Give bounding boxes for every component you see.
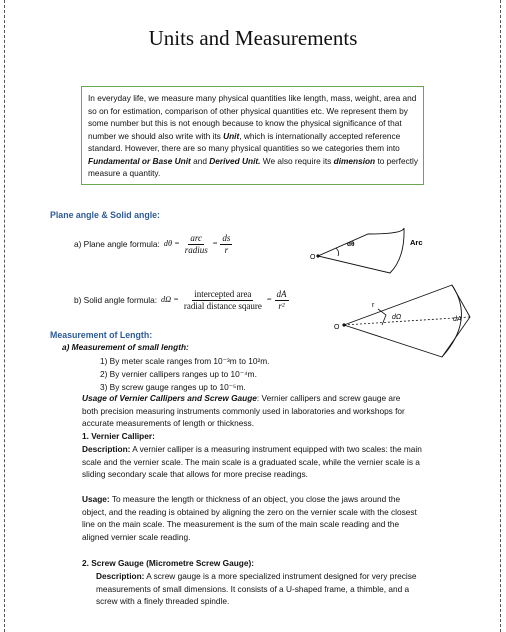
solid-angle-fraction-1 — [182, 289, 264, 312]
intro-fundamental: Fundamental or Base Unit — [88, 155, 191, 166]
usage-text: : Vernier callipers and screw gauge are both precision measuring instruments commonly used in laboratories and workshops for accurate measurements of length or thickness. — [82, 393, 405, 428]
solid-angle-num-1: intercepted area — [194, 289, 252, 299]
usage-title: Usage of Vernier Callipers and Screw Gauge — [82, 393, 257, 403]
plane-angle-fraction-1 — [183, 233, 210, 256]
origin-label: O — [310, 254, 316, 261]
list-item: 3) By screw gauge ranges up to 10⁻⁵m. — [100, 382, 246, 392]
solid-angle-label: b) Solid angle formula: — [74, 295, 158, 306]
vernier-usage-text: To measure the length or thickness of an object, you close the jaws around the object, and the reading is obtained by aligning the zero on the vernier scale with the closest line on the main scale. The measurement is the sum of the main scale reading and the aligned vernier scale reading. — [82, 494, 417, 542]
plane-angle-fraction-2 — [220, 233, 232, 256]
vernier-usage — [82, 493, 422, 543]
cone-outline — [344, 285, 470, 357]
plane-angle-num-1: arc — [190, 233, 203, 243]
page-title: Units and Measurements — [148, 26, 358, 50]
left-page-border — [4, 0, 5, 632]
intro-unit-word: Unit — [223, 130, 240, 141]
right-page-border — [500, 0, 501, 632]
intro-text-3: We also require its — [260, 155, 334, 166]
solid-angle-num-2: dA — [276, 289, 287, 299]
angle-arc — [336, 248, 339, 256]
plane-angle-formula — [74, 233, 232, 256]
list-item: 1) By meter scale ranges from 10⁻³m to 10²m. — [100, 356, 270, 366]
list-item: 2) By vernier callipers ranges up to 10⁻⁴m. — [100, 369, 257, 379]
vernier-heading: 1. Vernier Calliper: — [82, 431, 155, 441]
angle-label: dθ — [347, 241, 355, 248]
solid-angle-formula — [74, 289, 289, 312]
vernier-description — [82, 443, 422, 481]
screw-gauge-description — [96, 570, 426, 608]
length-heading: Measurement of Length: — [50, 330, 153, 340]
plane-angle-label: a) Plane angle formula: — [74, 239, 160, 250]
solid-angle-equals: = — [266, 295, 272, 305]
solid-angle-fraction-2 — [275, 289, 289, 312]
screw-gauge-heading: 2. Screw Gauge (Micrometre Screw Gauge): — [82, 558, 254, 568]
solid-origin-dot — [342, 323, 345, 326]
vernier-desc-text: A vernier calliper is a measuring instrument equipped with two scales: the main scale and the vernier scale. The main scale is a graduated scale, while the vernier scale is a sliding secondary scale that allows for more precise readings. — [82, 444, 422, 479]
intro-text-1: In everyday life, we measure many physical quantities like length, mass, weight, area and so on for estimation, comparison of other physical quantities etc. We represent them by some number but this is not enough because to know the physical significance of that number we should also write with its — [88, 93, 417, 141]
plane-angle-equation — [164, 233, 233, 256]
solid-angle-diagram — [330, 275, 480, 365]
solid-origin-label: O — [334, 324, 340, 331]
intro-text-4: to perfectly measure a quantity. — [88, 155, 419, 178]
intro-and: and — [190, 155, 210, 166]
usage-paragraph — [82, 392, 417, 430]
vernier-usage-label: Usage: — [82, 494, 110, 504]
small-length-heading: a) Measurement of small length: — [62, 342, 189, 352]
intro-text-2: , which is internationally accepted reference standard. However, there are so many physical quantities so we categories them into — [88, 130, 401, 153]
vernier-desc-label: Description: — [82, 444, 131, 454]
origin-dot — [316, 254, 319, 257]
screw-desc-label: Description: — [96, 571, 145, 581]
da-label: dA — [453, 316, 462, 323]
solid-angle-den-1: radial distance sqaure — [183, 301, 262, 311]
domega-label: dΩ — [392, 314, 402, 321]
solid-angle-lhs: dΩ = — [161, 295, 179, 305]
plane-angle-heading: Plane angle & Solid angle: — [50, 210, 160, 220]
solid-angle-equation — [161, 289, 288, 312]
intro-derived: Derived Unit. — [209, 155, 261, 166]
intro-dimension: dimension — [333, 155, 376, 166]
screw-desc-text: A screw gauge is a more specialized instrument designed for very precise measurements of small dimensions. It consists of a U-shaped frame, a thimble, and a screw with a finely threaded spindle. — [96, 571, 417, 606]
r-label: r — [372, 302, 375, 309]
plane-angle-num-2: ds — [222, 233, 231, 243]
intro-box — [81, 86, 424, 185]
sector-shape — [318, 228, 404, 273]
plane-angle-lhs: dθ = — [163, 239, 180, 249]
plane-angle-diagram — [310, 218, 440, 278]
solid-angle-den-2: r² — [278, 301, 285, 311]
plane-angle-den-1: radius — [184, 245, 208, 255]
plane-angle-den-2: r — [224, 245, 229, 255]
arc-label: Arc — [410, 238, 423, 247]
plane-angle-equals: = — [212, 239, 218, 249]
